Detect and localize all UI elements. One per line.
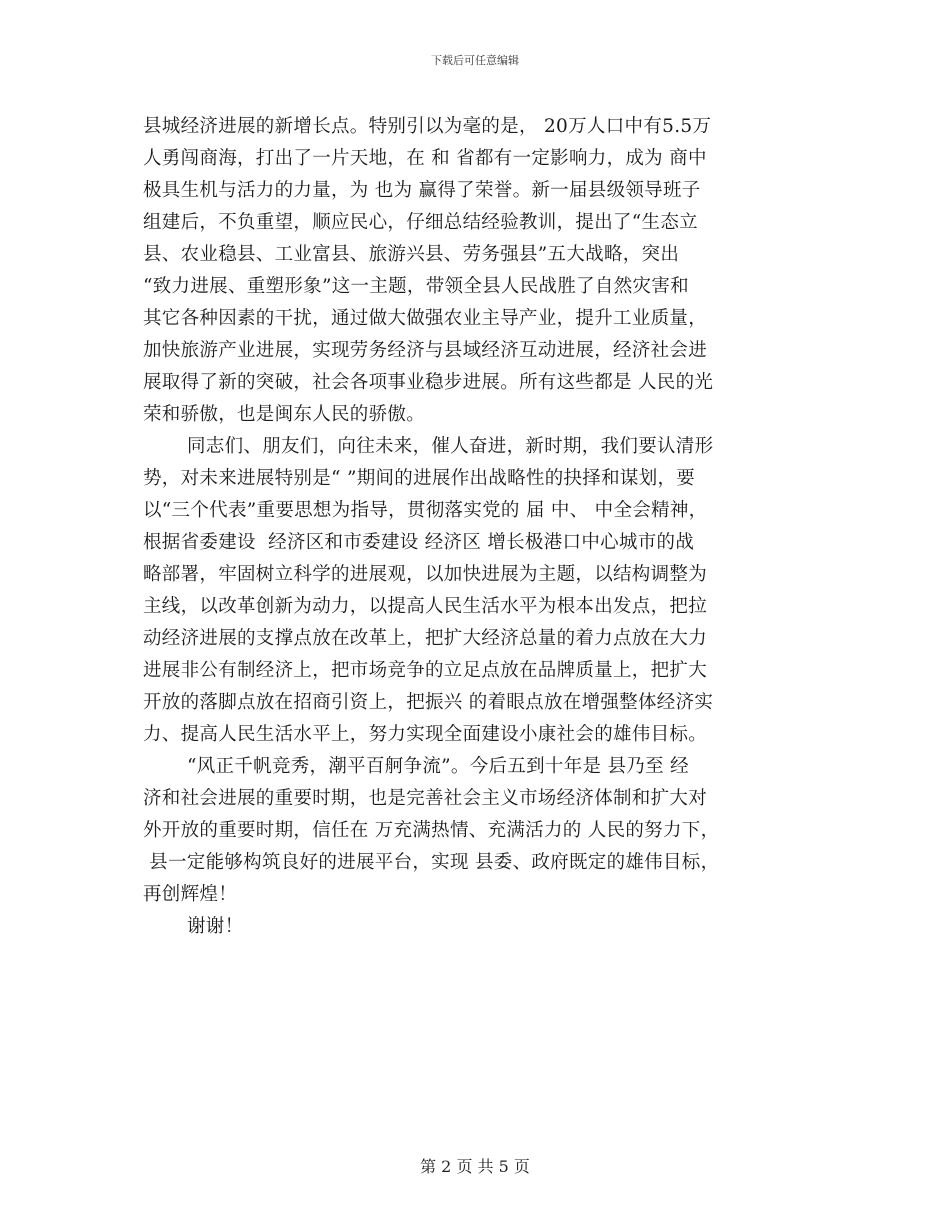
page-footer: 第 2 页 共 5 页 — [420, 1157, 530, 1176]
body-line: 县城经济进展的新增长点。特别引以为毫的是， 20万人口中有5.5万 — [143, 116, 712, 137]
body-line: 展取得了新的突破，社会各项事业稳步进展。所有这些都是 人民的光 — [143, 372, 714, 393]
document-body — [143, 114, 823, 946]
body-line: 根据省委建设 经济区和市委建设 经济区 增长极港口中心城市的战 — [143, 532, 695, 553]
body-line: 荣和骄傲，也是闽东人民的骄傲。 — [143, 404, 426, 425]
body-line: 极具生机与活力的力量，为 也为 赢得了荣誉。新一届县级领导班子 — [143, 180, 701, 201]
body-line: 人勇闯商海，打出了一片天地，在 和 省都有一定影响力，成为 商中 — [143, 148, 707, 169]
paragraph-start-line: “风正千帆竞秀，潮平百舸争流”。今后五到十年是 县乃至 经 — [187, 756, 689, 777]
closing-line: 谢谢！ — [187, 916, 244, 937]
body-line: 再创辉煌！ — [143, 884, 238, 905]
body-line: 济和社会进展的重要时期，也是完善社会主义市场经济体制和扩大对 — [143, 788, 708, 809]
body-line: “致力进展、重塑形象”这一主题，带领全县人民战胜了自然灾害和 — [143, 276, 689, 297]
body-line: 以“三个代表”重要思想为指导，贯彻落实党的 届 中、 中全会精神， — [143, 500, 708, 521]
body-line: 进展非公有制经济上，把市场竞争的立足点放在品牌质量上，把扩大 — [143, 660, 708, 681]
body-line: 动经济进展的支撑点放在改革上，把扩大经济总量的着力点放在大力 — [143, 628, 708, 649]
body-line: 势，对未来进展特别是“ ”期间的进展作出战略性的抉择和谋划，要 — [143, 468, 696, 489]
body-line: 力、提高人民生活水平上，努力实现全面建设小康社会的雄伟目标。 — [143, 724, 708, 745]
paragraph-start-line: 同志们、朋友们，向往未来，催人奋进，新时期，我们要认清形 — [187, 436, 714, 457]
body-line: 开放的落脚点放在招商引资上，把振兴 的着眼点放在增强整体经济实 — [143, 692, 714, 713]
body-line: 主线，以改革创新为动力，以提高人民生活水平为根本出发点，把拉 — [143, 596, 708, 617]
body-line: 县、农业稳县、工业富县、旅游兴县、劳务强县”五大战略，突出 — [143, 244, 680, 265]
body-line: 外开放的重要时期，信任在 万充满热情、充满活力的 人民的努力下， — [143, 820, 720, 841]
body-line: 县一定能够构筑良好的进展平台，实现 县委、政府既定的雄伟目标， — [143, 852, 720, 873]
body-line: 其它各种因素的干扰，通过做大做强农业主导产业，提升工业质量， — [143, 308, 708, 329]
body-line: 组建后，不负重望，顺应民心，仔细总结经验教训，提出了“生态立 — [143, 212, 698, 233]
body-line: 略部署，牢固树立科学的进展观，以加快进展为主题，以结构调整为 — [143, 564, 708, 585]
page-header: 下载后可任意编辑 — [431, 54, 519, 67]
body-line: 加快旅游产业进展，实现劳务经济与县域经济互动进展，经济社会进 — [143, 340, 708, 361]
